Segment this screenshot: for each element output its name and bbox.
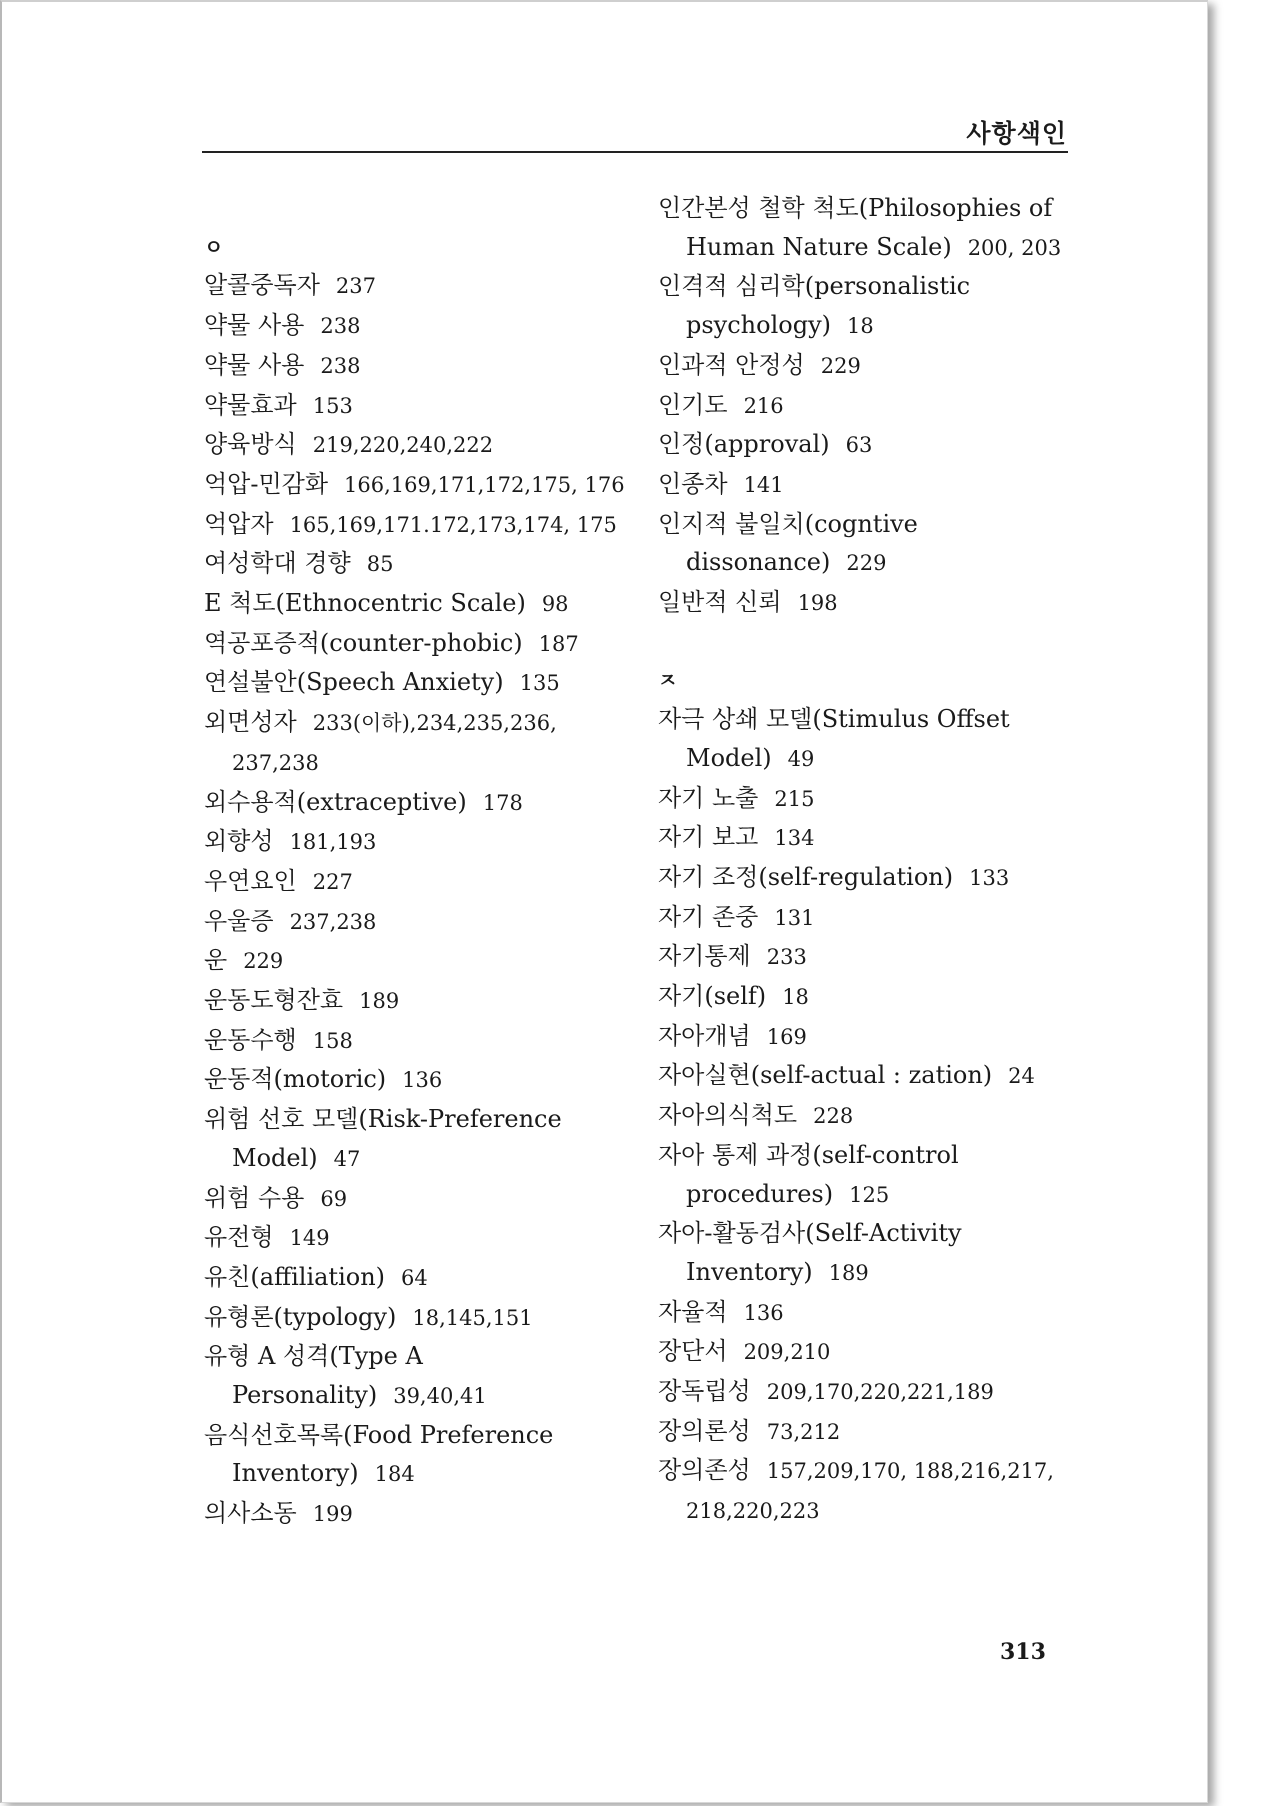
index-term: 약물 사용 (204, 350, 305, 379)
index-entry (658, 386, 1070, 426)
index-page-refs: 166,169,171,172,175, 176 (344, 472, 625, 497)
index-entry (204, 981, 644, 1021)
index-term: 자아 통제 과정(self-control procedures) (658, 1140, 959, 1208)
index-entry (658, 977, 1070, 1017)
index-page-refs: 178 (482, 790, 523, 815)
index-entry (658, 779, 1070, 819)
index-term: 양육방식 (204, 430, 297, 459)
index-term: 자기 조정(self-regulation) (658, 862, 954, 891)
index-term: 유전형 (204, 1223, 274, 1252)
index-term: 운동적(motoric) (204, 1065, 387, 1094)
index-term: 자기통제 (658, 942, 751, 971)
index-page-refs: 238 (320, 314, 361, 339)
index-page-refs: 237,238 (289, 909, 377, 934)
index-page-refs: 181,193 (289, 830, 377, 855)
index-term: 유형론(typology) (204, 1302, 397, 1331)
index-entry (658, 1096, 1070, 1136)
index-entry (658, 1214, 1070, 1292)
index-page-refs: 153 (312, 393, 353, 418)
index-entry (204, 306, 644, 346)
index-entry (658, 346, 1070, 386)
index-page-refs: 165,169,171.172,173,174, 175 (289, 512, 617, 537)
index-term: 일반적 신뢰 (658, 588, 782, 617)
section-letter: ㅈ (658, 668, 678, 693)
index-entry (658, 1056, 1070, 1096)
index-page-refs: 233(이하),234,235,236, 237,238 (232, 711, 557, 775)
index-entry (658, 465, 1070, 505)
page-number: 313 (1000, 1639, 1046, 1665)
index-entry (204, 862, 644, 902)
column-top-spacer (204, 189, 644, 228)
index-page-refs: 229 (243, 949, 284, 974)
index-entry (204, 1100, 644, 1178)
index-page-refs: 169 (766, 1024, 807, 1049)
index-column-right (658, 189, 1070, 1531)
index-entry (204, 1179, 644, 1219)
index-page-refs: 47 (333, 1146, 361, 1171)
index-term: 장단서 (658, 1337, 728, 1366)
index-page-refs: 125 (849, 1182, 890, 1207)
index-page-refs: 135 (519, 671, 560, 696)
index-entry (204, 1416, 644, 1494)
index-term: 역공포증적(counter-phobic) (204, 628, 523, 657)
index-page-refs: 200, 203 (967, 235, 1062, 260)
index-entry-list (658, 189, 1070, 623)
index-term: 인지적 불일치(cogntive dissonance) (658, 509, 918, 577)
index-term: 장의론성 (658, 1416, 751, 1445)
header-rule (202, 151, 1068, 153)
index-term: 자기(self) (658, 982, 767, 1011)
index-page-refs: 136 (743, 1300, 784, 1325)
index-entry (204, 584, 644, 624)
index-page-refs: 187 (538, 631, 579, 656)
index-page-refs: 73,212 (766, 1419, 841, 1444)
index-term: 외향성 (204, 827, 274, 856)
index-page-refs: 237 (335, 274, 377, 299)
index-term: 자기 보고 (658, 823, 759, 852)
index-page-refs: 69 (320, 1186, 348, 1211)
index-entry (658, 1136, 1070, 1214)
index-page-refs: 184 (374, 1462, 415, 1487)
index-term: 인과적 안정성 (658, 350, 805, 379)
index-entry (204, 465, 644, 505)
index-term: 장독립성 (658, 1377, 751, 1406)
index-entry (204, 783, 644, 823)
index-entry (204, 425, 644, 465)
index-page-refs: 133 (969, 865, 1010, 890)
index-term: 자아의식척도 (658, 1101, 798, 1130)
index-term: 운 (204, 946, 228, 975)
index-page-refs: 141 (743, 472, 784, 497)
index-page-refs: 219,220,240,222 (312, 433, 494, 458)
index-column-left (204, 189, 644, 1534)
index-entry (658, 700, 1070, 778)
page-header-title: 사항색인 (966, 119, 1067, 148)
index-page-refs: 189 (359, 989, 400, 1014)
index-term: 위험 선호 모델(Risk-Preference Model) (204, 1105, 562, 1172)
index-entry (658, 583, 1070, 623)
index-page-refs: 228 (813, 1104, 854, 1129)
index-entry (658, 425, 1070, 465)
index-term: 알콜중독자 (204, 271, 320, 300)
index-entry (204, 1298, 644, 1338)
index-entry (204, 902, 644, 942)
index-entry (204, 1218, 644, 1258)
index-page-refs: 158 (312, 1028, 353, 1053)
index-entry (658, 1017, 1070, 1057)
index-page-refs: 157,209,170, 188,216,217, 218,220,223 (686, 1459, 1054, 1524)
index-page-refs: 134 (774, 826, 815, 851)
index-entry (658, 937, 1070, 977)
index-term: 외수용적(extraceptive) (204, 787, 467, 816)
index-term: 연설불안(Speech Anxiety) (204, 668, 504, 697)
index-term: 우울증 (204, 906, 274, 935)
index-page-refs: 216 (743, 393, 784, 418)
index-page-refs: 215 (774, 786, 815, 811)
index-term: 유형 A 성격(Type A Personality) (204, 1342, 423, 1410)
index-term: 위험 수용 (204, 1183, 305, 1212)
index-page-refs: 209,170,220,221,189 (766, 1380, 994, 1405)
index-term: 자기 노출 (658, 783, 759, 812)
index-page-refs: 149 (289, 1226, 330, 1251)
index-term: 인간본성 철학 척도(Philosophies of Human Nature Scale) (658, 194, 1053, 261)
index-term: 자아개념 (658, 1021, 751, 1050)
index-entry (204, 1060, 644, 1100)
index-entry (658, 858, 1070, 898)
index-page-refs: 64 (401, 1265, 428, 1290)
index-entry (658, 189, 1070, 267)
index-page-refs: 24 (1008, 1064, 1035, 1089)
index-entry (204, 624, 644, 664)
index-page-refs: 18 (847, 314, 874, 339)
index-page-refs: 39,40,41 (393, 1384, 487, 1409)
index-entry (658, 1412, 1070, 1452)
index-page-refs: 198 (797, 591, 838, 616)
index-entry (204, 1021, 644, 1061)
index-term: 인격적 심리학(personalistic psychology) (658, 272, 971, 340)
index-term: 장의존성 (658, 1456, 751, 1485)
index-page-refs: 131 (774, 905, 815, 930)
index-entry (204, 1258, 644, 1298)
index-term: 인기도 (658, 390, 728, 419)
index-entry (204, 505, 644, 545)
index-entry (204, 1337, 644, 1415)
index-entry (204, 544, 644, 584)
index-page-refs: 85 (366, 552, 394, 577)
index-term: 억압자 (204, 509, 274, 538)
index-entry (204, 346, 644, 386)
index-term: 의사소동 (204, 1499, 297, 1528)
index-term: 자아실현(self-actual : zation) (658, 1061, 993, 1090)
index-page-refs: 229 (820, 353, 861, 378)
index-term: 유친(affiliation) (204, 1262, 386, 1291)
index-page-refs: 189 (828, 1260, 869, 1285)
index-term: 억압-민감화 (204, 469, 329, 498)
index-page-refs: 229 (846, 551, 887, 576)
index-page-refs: 136 (402, 1068, 443, 1093)
index-entry (658, 1293, 1070, 1333)
index-entry (658, 818, 1070, 858)
index-entry (658, 267, 1070, 345)
index-term: 자기 존중 (658, 902, 759, 931)
index-page-refs: 49 (787, 746, 815, 771)
index-term: 여성학대 경향 (204, 549, 351, 578)
index-page-refs: 227 (312, 869, 353, 894)
index-term: 인정(approval) (658, 430, 830, 459)
index-term: 음식선호목록(Food Preference Inventory) (204, 1420, 554, 1488)
index-term: 인종차 (658, 469, 728, 498)
index-entry (204, 266, 644, 306)
index-term: 약물효과 (204, 390, 297, 419)
index-page-refs: 238 (320, 353, 361, 378)
index-entry (204, 386, 644, 426)
index-entry (204, 703, 644, 782)
index-entry-list (204, 266, 644, 1534)
index-page-refs: 233 (766, 945, 807, 970)
index-page-refs: 18 (782, 985, 809, 1010)
index-entry (658, 505, 1070, 583)
index-entry (204, 663, 644, 703)
index-entry (658, 1372, 1070, 1412)
index-entry (658, 1332, 1070, 1372)
index-page-refs: 18,145,151 (412, 1305, 533, 1330)
section-letter: ㅇ (204, 234, 224, 259)
index-page-refs: 63 (845, 433, 873, 458)
index-term: 약물 사용 (204, 311, 305, 340)
section-spacer (658, 623, 1070, 662)
index-page-refs: 98 (541, 592, 569, 617)
index-term: 운동도형잔효 (204, 986, 344, 1015)
index-term: 운동수행 (204, 1025, 297, 1054)
index-term: 자율적 (658, 1297, 728, 1326)
index-entry (204, 941, 644, 981)
index-term: 외면성자 (204, 708, 297, 737)
index-entry (658, 898, 1070, 938)
index-term: 우연요인 (204, 866, 297, 895)
index-entry (204, 822, 644, 862)
index-entry (658, 1451, 1070, 1530)
index-term: E 척도(Ethnocentric Scale) (204, 589, 526, 618)
index-entry (204, 1494, 644, 1534)
index-term: 자극 상쇄 모델(Stimulus Offset Model) (658, 705, 1010, 772)
index-page-refs: 209,210 (743, 1340, 831, 1365)
index-entry-list (658, 700, 1070, 1531)
index-page-refs: 199 (312, 1502, 353, 1527)
index-term: 자아-활동검사(Self-Activity Inventory) (658, 1219, 962, 1286)
